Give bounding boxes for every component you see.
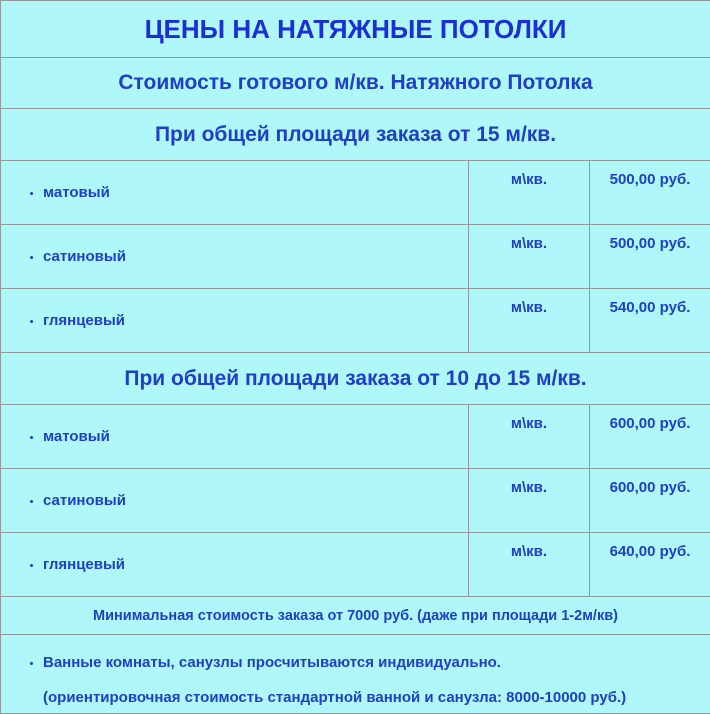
item-name-cell xyxy=(1,225,469,289)
item-price: 640,00 руб. xyxy=(590,533,710,597)
min-order-row xyxy=(1,597,710,635)
item-price: 540,00 руб. xyxy=(590,289,710,353)
title-row xyxy=(1,1,710,58)
item-unit: м\кв. xyxy=(469,405,590,469)
item-name-cell xyxy=(1,161,469,225)
item-name: • сатиновый xyxy=(43,248,468,265)
item-price: 600,00 руб. xyxy=(590,405,710,469)
note-cell xyxy=(1,635,710,714)
item-name-cell xyxy=(1,405,469,469)
item-unit: м\кв. xyxy=(469,161,590,225)
item-name: • матовый xyxy=(43,184,468,201)
table-row xyxy=(1,469,710,533)
item-name-cell xyxy=(1,533,469,597)
note-row xyxy=(1,635,710,714)
item-unit: м\кв. xyxy=(469,469,590,533)
min-order-text: Минимальная стоимость заказа от 7000 руб. (даже при площади 1-2м/кв) xyxy=(1,597,710,635)
item-name-cell xyxy=(1,469,469,533)
item-unit: м\кв. xyxy=(469,533,590,597)
item-unit: м\кв. xyxy=(469,225,590,289)
item-price: 600,00 руб. xyxy=(590,469,710,533)
note-subline: (ориентировочная стоимость стандартной ванной и санузла: 8000-10000 руб.) xyxy=(43,689,710,706)
section-heading: При общей площади заказа от 15 м/кв. xyxy=(1,109,710,161)
page-title: ЦЕНЫ НА НАТЯЖНЫЕ ПОТОЛКИ xyxy=(1,1,710,58)
section-heading: При общей площади заказа от 10 до 15 м/кв. xyxy=(1,353,710,405)
subtitle-row xyxy=(1,58,710,109)
section-heading-row xyxy=(1,353,710,405)
item-name: • матовый xyxy=(43,428,468,445)
item-price: 500,00 руб. xyxy=(590,225,710,289)
section-heading-row xyxy=(1,109,710,161)
table-row xyxy=(1,225,710,289)
table-row xyxy=(1,405,710,469)
item-name-cell xyxy=(1,289,469,353)
item-name: • глянцевый xyxy=(43,312,468,329)
item-price: 500,00 руб. xyxy=(590,161,710,225)
table-row xyxy=(1,533,710,597)
item-name: • глянцевый xyxy=(43,556,468,573)
note-line: • Ванные комнаты, санузлы просчитываются индивидуально. xyxy=(43,635,710,671)
page-subtitle: Стоимость готового м/кв. Натяжного Потолка xyxy=(1,58,710,109)
table-row xyxy=(1,161,710,225)
table-row xyxy=(1,289,710,353)
item-unit: м\кв. xyxy=(469,289,590,353)
item-name: • сатиновый xyxy=(43,492,468,509)
